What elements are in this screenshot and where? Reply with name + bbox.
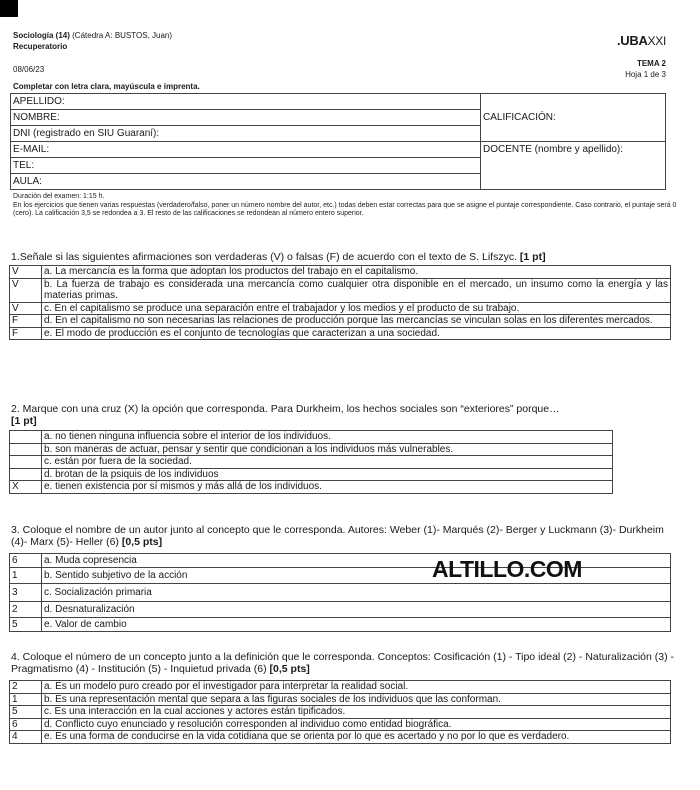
uba-logo: .UBAXXI: [616, 33, 666, 48]
exam-date: 08/06/23: [13, 65, 45, 74]
rules-note: En los ejercicios que tienen varias respuestas (verdadero/falso, poner un número nombre del autor, etc.) todas deben estar correctas para que se asigne el puntaje correspondiente. Caso contrario, el puntaje será 0 (cero). La calificación 3,5 se redondea a 3. El resto de las calificaciones se redondean al número entero superior.: [13, 201, 677, 217]
table-row: [10, 693, 671, 706]
tel-field[interactable]: TEL:: [11, 158, 481, 174]
table-row: [10, 278, 671, 302]
concept-cell: c. Socialización primaria: [42, 584, 671, 602]
table-row: [10, 443, 613, 456]
question-1-table: [9, 265, 671, 340]
statement-cell: d. En el capitalismo no son necesarias las relaciones de producción porque las mercancías se vinculan solas en los diferentes mercados.: [42, 315, 671, 328]
course-header: [13, 30, 172, 52]
corner-mark: [0, 0, 18, 17]
concept-cell: d. Desnaturalización: [42, 602, 671, 618]
definition-cell: c. Es una interacción en la cual acciones y actores están tipificados.: [42, 706, 671, 719]
answer-cell[interactable]: 2: [10, 681, 42, 694]
answer-cell[interactable]: 1: [10, 568, 42, 584]
apellido-field[interactable]: APELLIDO:: [11, 94, 481, 110]
question-1-points: [1 pt]: [519, 251, 546, 263]
table-row: [10, 718, 671, 731]
duration-note: Duración del examen: 1:15 h.: [13, 193, 105, 200]
definition-cell: b. Es una representación mental que separa a las figuras sociales de los individuos que las conforman.: [42, 693, 671, 706]
question-4-table: [9, 680, 671, 744]
option-cell: e. tienen existencia por sí mismos y más allá de los individuos.: [42, 481, 613, 494]
answer-cell[interactable]: [10, 468, 42, 481]
table-row: [10, 456, 613, 469]
answer-cell[interactable]: 6: [10, 554, 42, 568]
answer-cell[interactable]: 6: [10, 718, 42, 731]
question-4-prompt: 4. Coloque el número de un concepto junto a la definición que le corresponda. Conceptos: Cosificación (1) - Tipo ideal (2) - Naturalización (3) - Pragmatismo (4) - Institución (5) - Inquietud privada (6) [0,5 pts]: [11, 651, 675, 675]
option-cell: c. están por fuera de la sociedad.: [42, 456, 613, 469]
option-cell: b. son maneras de actuar, pensar y sentir que condicionan a los individuos más vulnerables.: [42, 443, 613, 456]
answer-cell[interactable]: 5: [10, 618, 42, 632]
concept-cell: e. Valor de cambio: [42, 618, 671, 632]
question-2-points: [1 pt]: [11, 415, 37, 427]
answer-cell[interactable]: V: [10, 266, 42, 279]
option-cell: a. no tienen ninguna influencia sobre el interior de los individuos.: [42, 431, 613, 444]
answer-cell[interactable]: 1: [10, 693, 42, 706]
course-name: Sociología (14): [13, 31, 70, 40]
answer-cell[interactable]: [10, 456, 42, 469]
answer-cell[interactable]: X: [10, 481, 42, 494]
statement-cell: c. En el capitalismo se produce una separación entre el trabajador y los medios y el producto de su trabajo.: [42, 302, 671, 315]
fill-instruction: Completar con letra clara, mayúscula e imprenta.: [13, 82, 200, 91]
question-1-prompt: 1.Señale si las siguientes afirmaciones son verdaderas (V) o falsas (F) de acuerdo con el texto de S. Lifszyc. [1 pt]: [11, 251, 546, 263]
definition-cell: a. Es un modelo puro creado por el investigador para interpretar la realidad social.: [42, 681, 671, 694]
question-3-points: [0,5 pts]: [121, 536, 163, 548]
table-row: [10, 602, 671, 618]
table-row: [10, 706, 671, 719]
exam-type: Recuperatorio: [13, 42, 68, 51]
nombre-field[interactable]: NOMBRE:: [11, 110, 481, 126]
table-row: [10, 481, 613, 494]
answer-cell[interactable]: 2: [10, 602, 42, 618]
altillo-watermark: ALTILLO.COM: [432, 556, 582, 582]
answer-cell[interactable]: V: [10, 302, 42, 315]
table-row: [10, 468, 613, 481]
tema-label: TEMA 2: [636, 59, 666, 68]
statement-cell: b. La fuerza de trabajo es considerada una mercancía como cualquier otra disponible en el mercado, un insumo como la energía y las materias primas.: [42, 278, 671, 302]
answer-cell[interactable]: F: [10, 327, 42, 340]
table-row: [10, 266, 671, 279]
answer-cell[interactable]: [10, 431, 42, 444]
student-info-table: [10, 93, 666, 190]
statement-cell: a. La mercancía es la forma que adoptan los productos del trabajo en el capitalismo.: [42, 266, 671, 279]
option-cell: d. brotan de la psiquis de los individuos: [42, 468, 613, 481]
question-4-points: [0,5 pts]: [269, 663, 310, 675]
tema-block: [625, 58, 666, 80]
calificacion-field[interactable]: CALIFICACIÓN:: [481, 94, 666, 142]
table-row: [10, 681, 671, 694]
answer-cell[interactable]: F: [10, 315, 42, 328]
concept-cell: a. Muda copresencia: [42, 554, 671, 568]
definition-cell: d. Conflicto cuyo enunciado y resolución corresponden al individuo como entidad biográfica.: [42, 718, 671, 731]
definition-cell: e. Es una forma de conducirse en la vida cotidiana que se orienta por lo que es acertado y no por lo que es verdadero.: [42, 731, 671, 744]
dni-field[interactable]: DNI (registrado en SIU Guaraní):: [11, 126, 481, 142]
table-row: [10, 315, 671, 328]
table-row: [10, 327, 671, 340]
table-row: [10, 431, 613, 444]
answer-cell[interactable]: 5: [10, 706, 42, 719]
exam-notes: [13, 193, 683, 219]
docente-field[interactable]: DOCENTE (nombre y apellido):: [481, 142, 666, 190]
aula-field[interactable]: AULA:: [11, 174, 481, 190]
table-row: [10, 302, 671, 315]
answer-cell[interactable]: 4: [10, 731, 42, 744]
course-chair: (Cátedra A: BUSTOS, Juan): [69, 31, 173, 40]
concept-cell: b. Sentido subjetivo de la acción: [42, 568, 671, 584]
table-row: [10, 731, 671, 744]
question-3-prompt: 3. Coloque el nombre de un autor junto al concepto que le corresponda. Autores: Weber (1)- Marqués (2)- Berger y Luckmann (3)- Durkheim (4)- Marx (5)- Heller (6) [0,5 pts]: [11, 524, 664, 548]
answer-cell[interactable]: 3: [10, 584, 42, 602]
statement-cell: e. El modo de producción es el conjunto de tecnologías que caracterizan a una sociedad.: [42, 327, 671, 340]
table-row: [10, 618, 671, 632]
answer-cell[interactable]: [10, 443, 42, 456]
answer-cell[interactable]: V: [10, 278, 42, 302]
table-row: [10, 584, 671, 602]
page-counter: Hoja 1 de 3: [625, 70, 666, 79]
email-field[interactable]: E-MAIL:: [11, 142, 481, 158]
question-2-table: [9, 430, 613, 494]
question-2-prompt: 2. Marque con una cruz (X) la opción que corresponda. Para Durkheim, los hechos sociales son “exteriores” porque… [1 pt]: [11, 403, 560, 427]
